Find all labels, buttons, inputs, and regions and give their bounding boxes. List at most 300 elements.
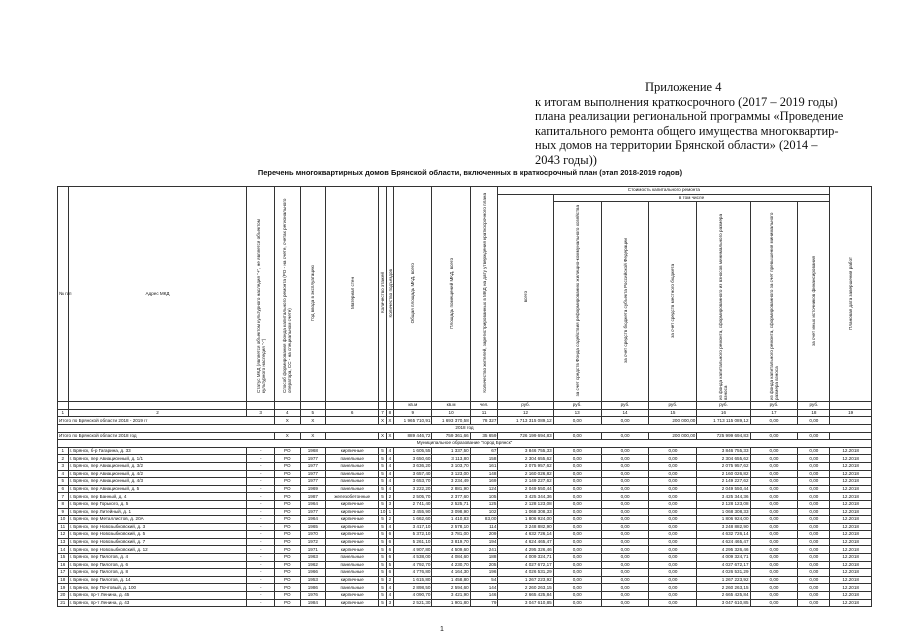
table-cell: 0,00 xyxy=(798,462,830,470)
table-cell: 4 xyxy=(386,447,393,455)
table-cell: 0,00 xyxy=(649,500,697,508)
table-cell: 5 xyxy=(379,569,386,577)
table-cell: 0,00 xyxy=(649,554,697,562)
table-row xyxy=(58,455,872,463)
table-cell: 4 632 726,14 xyxy=(498,531,553,539)
table-row xyxy=(58,485,872,493)
table-cell: 0,00 xyxy=(798,538,830,546)
table-cell: панельные xyxy=(326,485,379,493)
table-cell: г. Брянск, пер Авиационный, д. 4/2 xyxy=(68,470,247,478)
table-cell: 0,00 xyxy=(750,485,798,493)
header-address: Адрес МКД xyxy=(68,187,247,402)
table-cell: 0,00 xyxy=(601,599,649,607)
table-cell: 1977 xyxy=(300,508,326,516)
table-cell: - xyxy=(247,554,275,562)
table-cell: 0,00 xyxy=(649,516,697,524)
table-cell: 5 xyxy=(379,485,386,493)
table-cell: 4 009 324,71 xyxy=(697,554,750,562)
table-cell: панельные xyxy=(326,554,379,562)
table-row xyxy=(58,447,872,455)
table-cell: 0,00 xyxy=(750,554,798,562)
table-cell: 0,00 xyxy=(649,584,697,592)
table-cell: 1953 xyxy=(300,576,326,584)
table-cell: кирпичные xyxy=(326,592,379,600)
table-cell: 205 xyxy=(470,561,498,569)
table-cell: 2 665 425,84 xyxy=(498,592,553,600)
table-cell: 5 xyxy=(379,523,386,531)
table-cell: 4 009 324,71 xyxy=(498,554,553,562)
table-cell: 10 xyxy=(380,508,386,514)
table-cell: 0,00 xyxy=(750,523,798,531)
table-cell: 0,00 xyxy=(649,462,697,470)
table-row xyxy=(58,592,872,600)
table-cell: 1964 xyxy=(300,500,326,508)
table-cell: 1 806 924,00 xyxy=(697,516,750,524)
table-cell: РО xyxy=(275,455,301,463)
table-cell: 0,00 xyxy=(750,462,798,470)
table-cell: 20 xyxy=(58,592,69,600)
header-num: № п/п xyxy=(58,187,69,402)
table-cell: 1970 xyxy=(300,531,326,539)
table-cell: 0,00 xyxy=(649,447,697,455)
header-deadline: Плановая дата завершения работ xyxy=(830,187,872,402)
table-cell: 1 068 308,33 xyxy=(498,508,553,516)
table-cell: 1984 xyxy=(300,599,326,607)
house-rows xyxy=(58,447,872,606)
table-cell: - xyxy=(247,516,275,524)
table-cell: кирпичные xyxy=(326,508,379,516)
table-cell: панельные xyxy=(326,584,379,592)
table-cell: г. Брянск, пер Пилотов, д. 6 xyxy=(68,561,247,569)
header-owners-b: из фонда капитального ремонта, сформированного за счет превышения минимального размера взноса xyxy=(750,202,798,402)
table-cell: 3 047 610,85 xyxy=(498,599,553,607)
table-cell: - xyxy=(247,538,275,546)
table-cell: г. Брянск, пер Новозыбковский, д. 12 xyxy=(68,546,247,554)
table-cell: кирпичные xyxy=(326,523,379,531)
table-cell: 3 047 610,85 xyxy=(697,599,750,607)
table-cell: 1 337,50 xyxy=(432,447,470,455)
table-cell: 0,00 xyxy=(601,554,649,562)
header-material: Материал стен xyxy=(326,187,379,402)
table-cell: РО xyxy=(275,599,301,607)
table-cell: РО xyxy=(275,470,301,478)
table-cell: 4 632 726,14 xyxy=(697,531,750,539)
table-cell: 5 xyxy=(379,561,386,569)
table-cell: 12.2018 xyxy=(830,584,872,592)
table-cell: 5 xyxy=(379,478,386,486)
table-cell: 0,00 xyxy=(798,599,830,607)
table-cell: 0,00 xyxy=(750,447,798,455)
totals-row-all: Итого по Брянской области 2018 - 2019 гг Х Х Х Х 1 965 710,91 1 693 370,58 78 327 1 713 315 089,12 0,00 0,00 200 000,00 1 713 115 089,12 0,00 0,00 xyxy=(58,417,872,425)
table-cell: 12.2018 xyxy=(830,447,872,455)
table-cell: 16 xyxy=(58,561,69,569)
table-cell: 0,00 xyxy=(649,493,697,501)
table-cell: 4 624 465,47 xyxy=(697,538,750,546)
table-cell: панельные xyxy=(326,462,379,470)
table-cell: 4 026 531,29 xyxy=(498,569,553,577)
table-cell: 3 234,49 xyxy=(432,478,470,486)
table-cell: 2 049 550,44 xyxy=(498,485,553,493)
table-cell: 0,00 xyxy=(798,485,830,493)
table-cell: 54 xyxy=(470,576,498,584)
column-numbers-row: 1 2 3 4 5 6 7 8 9 10 11 12 13 14 15 16 17 18 19 xyxy=(58,409,872,417)
table-cell: 5 xyxy=(379,500,386,508)
table-cell: 0,00 xyxy=(601,485,649,493)
table-row xyxy=(58,470,872,478)
table-cell: 0,00 xyxy=(601,447,649,455)
header-status: Статус МКД (является объектом культурного наследия "+", не является объектом культурного наследия "-") xyxy=(247,187,275,402)
table-cell: 3 846 755,33 xyxy=(697,447,750,455)
table-cell: 0,00 xyxy=(750,569,798,577)
table-cell: панельные xyxy=(326,569,379,577)
table-cell: 1965 xyxy=(300,523,326,531)
table-cell: - xyxy=(247,576,275,584)
table-cell: 2 594,60 xyxy=(432,584,470,592)
table-cell: 12.2018 xyxy=(830,523,872,531)
table-cell: 4 xyxy=(386,478,393,486)
table-cell: 0,00 xyxy=(649,455,697,463)
table-cell: 0,00 xyxy=(750,599,798,607)
table-cell: 0,00 xyxy=(798,516,830,524)
table-cell: 0,00 xyxy=(601,478,649,486)
table-cell: 79 xyxy=(470,599,498,607)
table-cell: 0,00 xyxy=(750,500,798,508)
table-cell: 105 xyxy=(470,493,498,501)
table-cell: 0,00 xyxy=(649,546,697,554)
table-cell: 0,00 xyxy=(553,584,601,592)
appendix-line: 2043 годы)) xyxy=(535,152,597,167)
table-cell: 209 xyxy=(470,531,498,539)
table-cell: 1969 xyxy=(300,485,326,493)
table-cell: РО xyxy=(275,561,301,569)
table-cell: 146 xyxy=(470,592,498,600)
table-cell: 0,00 xyxy=(750,561,798,569)
table-cell: 3 103,70 xyxy=(432,462,470,470)
table-cell: 3 455,90 xyxy=(394,508,432,516)
table-cell: 4 xyxy=(386,584,393,592)
header-residents: Количество жителей, зарегистрированных в МКД на дату утверждения краткосрочного плана xyxy=(470,187,498,402)
table-cell: 2 075 957,62 xyxy=(498,462,553,470)
table-cell: 5 xyxy=(379,554,386,562)
table-cell: 11 xyxy=(58,523,69,531)
table-cell: - xyxy=(247,546,275,554)
table-cell: г. Брянск, пер Новозыбковский, д. 7 xyxy=(68,538,247,546)
table-cell: 14 xyxy=(58,546,69,554)
table-cell: 0,00 xyxy=(798,508,830,516)
table-cell: 2 741,40 xyxy=(394,500,432,508)
table-cell: 1966 xyxy=(300,569,326,577)
table-cell: 3 421,90 xyxy=(432,592,470,600)
table-cell: 0,00 xyxy=(798,478,830,486)
table-cell: 6 xyxy=(386,538,393,546)
table-cell: 0,00 xyxy=(750,455,798,463)
table-cell: 102 xyxy=(470,508,498,516)
table-cell: 0,00 xyxy=(553,516,601,524)
table-cell: 0,00 xyxy=(601,538,649,546)
totals-row-2018: Итого по Брянской области 2018 год Х Х Х Х 889 446,72 759 361,66 35 659 726 199 694,83 0,00 0,00 200 000,00 725 999 694,83 0,00 0,00 xyxy=(58,432,872,440)
table-cell: 3 xyxy=(386,500,393,508)
table-cell: 0,00 xyxy=(798,546,830,554)
table-cell: 2 260 263,15 xyxy=(697,584,750,592)
table-cell: 1963 xyxy=(300,554,326,562)
table-cell: 0,00 xyxy=(553,576,601,584)
table-cell: 12.2018 xyxy=(830,576,872,584)
table-cell: 2 xyxy=(386,516,393,524)
table-cell: 0,00 xyxy=(553,523,601,531)
table-cell: г. Брянск, пер Авиационный, д. 5 xyxy=(68,485,247,493)
table-cell: 2 xyxy=(386,576,393,584)
table-cell: кирпичные xyxy=(326,500,379,508)
table-cell: панельные xyxy=(326,478,379,486)
table-cell: 0,00 xyxy=(553,561,601,569)
table-cell: 67 xyxy=(470,447,498,455)
table-cell: г. Брянск, пер Пилотов, д. 8 xyxy=(68,569,247,577)
table-cell: 0,00 xyxy=(798,592,830,600)
header-living-area: Площадь помещений МКД, всего xyxy=(432,187,470,402)
table-cell: 1 662,60 xyxy=(394,516,432,524)
table-cell: 1962 xyxy=(300,561,326,569)
appendix-header xyxy=(535,80,865,167)
table-cell: 4 xyxy=(386,462,393,470)
table-cell: 0,00 xyxy=(601,516,649,524)
table-cell: г. Брянск, пр-т Ленина, д. 45 xyxy=(68,592,247,600)
table-cell: 0,00 xyxy=(553,599,601,607)
table-cell: 3 819,70 xyxy=(432,538,470,546)
table-cell: 0,00 xyxy=(553,478,601,486)
table-row xyxy=(58,508,872,516)
table-cell: 4 084,60 xyxy=(432,554,470,562)
table-cell: г. Брянск, пер Литейный, д. 1 xyxy=(68,508,247,516)
table-cell: г. Брянск, пер Металлистов, д. 20А xyxy=(68,516,247,524)
table-cell: 0,00 xyxy=(649,576,697,584)
table-cell: 0,00 xyxy=(649,592,697,600)
table-cell: 2 304 655,62 xyxy=(498,455,553,463)
table-cell: - xyxy=(247,508,275,516)
table-cell: 0,00 xyxy=(649,531,697,539)
table-cell: г. Брянск, пер Горького, д. 5 xyxy=(68,500,247,508)
table-cell: 4 xyxy=(386,523,393,531)
table-cell: 0,00 xyxy=(601,546,649,554)
table-cell: 2 304 655,62 xyxy=(697,455,750,463)
table-cell: 0,00 xyxy=(601,576,649,584)
table-cell: РО xyxy=(275,538,301,546)
table-cell: 4 xyxy=(386,455,393,463)
table-cell: РО xyxy=(275,462,301,470)
table-cell: 3 657,40 xyxy=(394,470,432,478)
table-cell: РО xyxy=(275,531,301,539)
table-cell: РО xyxy=(275,584,301,592)
table-cell: - xyxy=(247,462,275,470)
table-cell: 6 xyxy=(386,531,393,539)
table-cell: 0,00 xyxy=(750,576,798,584)
table-cell: 0,00 xyxy=(750,538,798,546)
table-cell: 0,00 xyxy=(553,447,601,455)
table-cell: - xyxy=(247,478,275,486)
table-cell: 83,00 xyxy=(470,516,498,524)
table-cell: 2 377,60 xyxy=(432,493,470,501)
table-cell: 9 xyxy=(58,508,69,516)
table-cell: 4 026 531,29 xyxy=(697,569,750,577)
table-cell: РО xyxy=(275,447,301,455)
table-cell: РО xyxy=(275,485,301,493)
table-cell: 0,00 xyxy=(601,531,649,539)
table-cell: 4 295 326,46 xyxy=(697,546,750,554)
table-cell: 21 xyxy=(58,599,69,607)
table-cell: 12.2018 xyxy=(830,470,872,478)
table-cell: - xyxy=(247,470,275,478)
table-cell: 0,00 xyxy=(601,470,649,478)
table-cell: 0,00 xyxy=(601,569,649,577)
appendix-line: ных домов на территории Брянской области» (2014 – xyxy=(535,138,818,152)
table-row xyxy=(58,478,872,486)
table-cell: 0,00 xyxy=(601,584,649,592)
table-cell: 0,00 xyxy=(649,508,697,516)
table-cell: 0,00 xyxy=(750,592,798,600)
table-cell: 6 xyxy=(386,554,393,562)
table-cell: 1 068 308,33 xyxy=(697,508,750,516)
header-method: Способ формирования фонда капитального ремонта (РО - на счете, счетах регионального оператора, СС - на специальном счете) xyxy=(275,187,301,402)
table-cell: 196 xyxy=(470,569,498,577)
table-cell: 0,00 xyxy=(750,508,798,516)
table-cell: 12.2018 xyxy=(830,462,872,470)
table-cell: г. Брянск, пер Банный, д. 4 xyxy=(68,493,247,501)
table-cell: 0,00 xyxy=(601,462,649,470)
table-cell: 1968 xyxy=(300,447,326,455)
table-cell: 12.2018 xyxy=(830,508,872,516)
table-cell: 0,00 xyxy=(601,493,649,501)
table-cell: 0,00 xyxy=(649,470,697,478)
table-cell: 1977 xyxy=(300,470,326,478)
table-cell: 2 049 550,44 xyxy=(697,485,750,493)
table-cell: 4 xyxy=(58,470,69,478)
table-cell: 12.2018 xyxy=(830,592,872,600)
header-floors: Количество этажей xyxy=(379,187,386,402)
header-total-area: Общая площадь МКД, всего xyxy=(394,187,432,402)
table-cell: 0,00 xyxy=(798,554,830,562)
table-cell: 0,00 xyxy=(750,584,798,592)
table-cell: панельные xyxy=(326,470,379,478)
table-cell: 0,00 xyxy=(798,493,830,501)
table-cell: 1 615,80 xyxy=(394,576,432,584)
table-cell: 3 846 755,33 xyxy=(498,447,553,455)
table-cell: РО xyxy=(275,592,301,600)
table-row xyxy=(58,561,872,569)
table-row xyxy=(58,493,872,501)
table-cell: РО xyxy=(275,569,301,577)
table-cell: 0,00 xyxy=(601,455,649,463)
table-cell: 1976 xyxy=(300,592,326,600)
document-title: Перечень многоквартирных домов Брянской области, включенных в краткосрочный план (этап 2018-2019 годов) xyxy=(257,168,683,177)
table-cell: РО xyxy=(275,516,301,524)
table-cell: 12.2018 xyxy=(830,500,872,508)
table-cell: 2 505,70 xyxy=(394,493,432,501)
table-cell: РО xyxy=(275,478,301,486)
table-cell: 5 xyxy=(58,478,69,486)
table-cell: 3 222,20 xyxy=(394,485,432,493)
table-cell: 19 xyxy=(58,584,69,592)
table-cell: кирпичные xyxy=(326,447,379,455)
table-cell: 0,00 xyxy=(601,523,649,531)
table-cell: 3 636,20 xyxy=(394,462,432,470)
table-cell: 0,00 xyxy=(649,569,697,577)
table-cell: 5 xyxy=(379,462,386,470)
table-cell: 12.2018 xyxy=(830,546,872,554)
table-cell: 3 650,60 xyxy=(394,455,432,463)
table-row xyxy=(58,538,872,546)
table-cell: 1977 xyxy=(300,455,326,463)
table-cell: 2 525,71 xyxy=(432,500,470,508)
table-row xyxy=(58,569,872,577)
table-cell: 5 xyxy=(379,470,386,478)
table-cell: 1986 xyxy=(300,584,326,592)
table-cell: - xyxy=(247,584,275,592)
table-cell: 0,00 xyxy=(798,523,830,531)
table-cell: 148 xyxy=(470,470,498,478)
table-cell: - xyxy=(247,531,275,539)
appendix-line: капитального ремонта общего имущества многоквартир- xyxy=(535,123,839,138)
table-row xyxy=(58,462,872,470)
table-cell: 5 xyxy=(379,592,386,600)
table-cell: 4 164,30 xyxy=(432,569,470,577)
table-cell: 0,00 xyxy=(798,584,830,592)
table-cell: г. Брянск, пер Пилотов, д. 4 xyxy=(68,554,247,562)
table-cell: - xyxy=(247,500,275,508)
table-cell: - xyxy=(247,447,275,455)
table-cell: 6 xyxy=(386,569,393,577)
houses-table xyxy=(57,186,872,607)
table-cell: 12.2018 xyxy=(830,485,872,493)
table-cell: 0,00 xyxy=(649,485,697,493)
table-cell: 1 xyxy=(58,447,69,455)
table-cell: 0,00 xyxy=(649,561,697,569)
table-cell: 0,00 xyxy=(553,493,601,501)
table-cell: 1972 xyxy=(300,538,326,546)
table-cell: 5 xyxy=(379,455,386,463)
table-cell: РО xyxy=(275,523,301,531)
table-cell: 3 xyxy=(386,599,393,607)
table-cell: 3 248 882,90 xyxy=(697,523,750,531)
table-cell: г. Брянск, пер Авиационный, д. 3/2 xyxy=(68,462,247,470)
table-row xyxy=(58,584,872,592)
table-cell: 3 425 344,36 xyxy=(697,493,750,501)
table-cell: 15 xyxy=(58,554,69,562)
table-cell: 2 898,50 xyxy=(394,584,432,592)
table-cell: 5 xyxy=(379,531,386,539)
table-cell: 4 907,80 xyxy=(394,546,432,554)
year-row: 2018 год xyxy=(58,424,872,432)
header-cost-group: Стоимость капитального ремонта xyxy=(498,187,830,195)
table-cell: 4 538,00 xyxy=(394,554,432,562)
table-cell: 0,00 xyxy=(750,546,798,554)
table-cell: 124 xyxy=(470,485,498,493)
table-cell: 2 160 026,82 xyxy=(498,470,553,478)
table-cell: 0,00 xyxy=(553,508,601,516)
table-cell: 1 267 223,92 xyxy=(697,576,750,584)
table-cell: РО xyxy=(275,576,301,584)
table-cell: 0,00 xyxy=(798,470,830,478)
header-local: за счет средств местного бюджета xyxy=(649,202,697,402)
table-cell: 1971 xyxy=(300,546,326,554)
table-row xyxy=(58,554,872,562)
table-cell: 0,00 xyxy=(553,455,601,463)
table-row xyxy=(58,523,872,531)
table-cell: 194 xyxy=(470,538,498,546)
table-cell: 3 123,00 xyxy=(432,470,470,478)
table-cell: - xyxy=(247,523,275,531)
table-cell: 2 149 227,62 xyxy=(697,478,750,486)
table-cell: 3 xyxy=(58,462,69,470)
table-cell: 5 xyxy=(379,546,386,554)
